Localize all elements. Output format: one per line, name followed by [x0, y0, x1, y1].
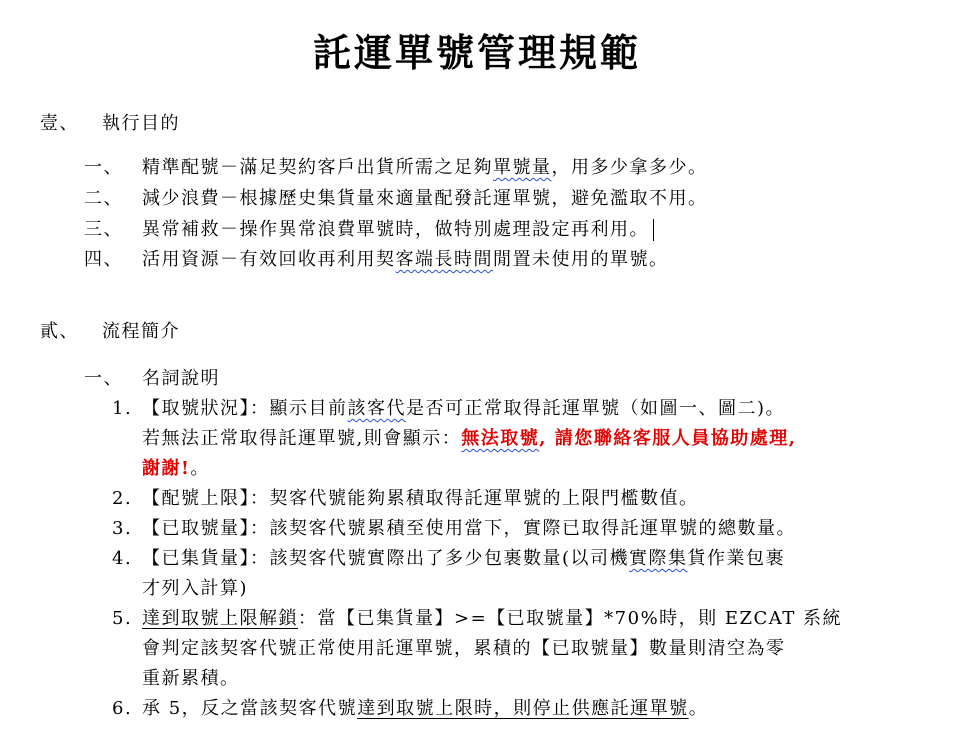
definition-item [112, 484, 699, 514]
spellcheck-text: 實際集 [629, 548, 688, 569]
item-text: 異常補救－操作異常浪費單號時，做特別處理設定再利用。 [142, 219, 649, 240]
definition-number: 2. [112, 488, 133, 509]
item-number: 一、 [84, 157, 123, 178]
definition-number: 1. [112, 398, 133, 419]
item-text: 活用資源－有效回收再利用契 [142, 249, 396, 270]
item-text: 精準配號－滿足契約客戶出貨所需之足夠 [142, 157, 493, 178]
subsection-number: 一、 [84, 368, 123, 389]
definition-text: 【已取號量】：該契客代號累積至使用當下，實際已取得託運單號的總數量。 [142, 518, 796, 539]
underlined-text: 限時，則停止供應託運單號 [454, 698, 689, 719]
item-text: 減少浪費－根據歷史集貨量來適量配發託運單號，避免濫取不用。 [142, 188, 708, 209]
list-item [84, 184, 708, 214]
error-message-text: 無法取號 [461, 428, 540, 449]
definition-text: 【取號狀況】：顯示目前 [142, 398, 348, 419]
item-number: 四、 [84, 249, 123, 270]
item-number: 二、 [84, 188, 123, 209]
definition-continuation [142, 454, 210, 484]
list-item [84, 153, 708, 183]
definition-item [112, 394, 785, 424]
section-title: 流程簡介 [102, 321, 180, 342]
spellcheck-text: 客端長時間 [395, 249, 493, 270]
text-cursor [653, 219, 654, 241]
definition-item [112, 694, 708, 724]
subsection-title: 名詞說明 [142, 368, 220, 389]
underlined-term: 達到取號上 [357, 698, 455, 719]
spellcheck-text: 該客代 [347, 398, 406, 419]
error-message-text: , 請您聯絡客服人員協助處理, [539, 428, 797, 449]
item-number: 三、 [84, 219, 123, 240]
section-2-heading [40, 317, 180, 347]
document-title: 託運單號管理規範 [312, 30, 641, 75]
subsection-heading [84, 364, 220, 394]
definition-text-end: 。 [190, 458, 210, 479]
definition-text: 才列入計算) [142, 578, 249, 599]
spellcheck-text: 單號量 [493, 157, 552, 178]
list-item [84, 215, 654, 245]
underlined-term: 達到取號上限解鎖 [142, 608, 298, 629]
definition-continuation [142, 424, 797, 454]
definition-text: 重新累積。 [142, 668, 240, 689]
definition-text-end: 貨作業包裹 [687, 548, 786, 569]
section-number: 貳、 [40, 321, 79, 342]
definition-number: 6. [112, 698, 133, 719]
section-title: 執行目的 [102, 113, 180, 134]
definition-text-end: 是否可正常取得託運單號（如圖一、圖二)。 [406, 398, 786, 419]
item-text-end: 閒置未使用的單號。 [493, 249, 669, 270]
definition-text: ：當【已集貨量】>=【已取號量】*70%時，則 EZCAT 系統 [298, 608, 843, 629]
definition-number: 3. [112, 518, 133, 539]
definition-text: 【已集貨量】：該契客代號實際出了多少包裹數量(以司機 [142, 548, 630, 569]
definition-item [112, 544, 785, 574]
definition-continuation [142, 574, 248, 604]
definition-text: 會判定該契客代號正常使用託運單號，累積的【已取號量】數量則清空為零 [142, 638, 786, 659]
error-message-text: 謝謝! [142, 458, 191, 479]
section-number: 壹、 [40, 113, 79, 134]
definition-item [112, 604, 842, 634]
item-text-end: ，用多少拿多少。 [551, 157, 708, 178]
definition-number: 5. [112, 608, 133, 629]
definition-number: 4. [112, 548, 133, 569]
definition-text: 【配號上限】：契客代號能夠累積取得託運單號的上限門檻數值。 [142, 488, 699, 509]
definition-continuation [142, 664, 240, 694]
definition-text: 若無法正常取得託運單號,則會顯示： [142, 428, 462, 449]
definition-continuation [142, 634, 786, 664]
definition-item [112, 514, 796, 544]
definition-text: 承 5，反之當該契客代號 [142, 698, 358, 719]
definition-text-end: 。 [688, 698, 709, 719]
section-1-heading [40, 109, 180, 139]
list-item [84, 245, 669, 275]
